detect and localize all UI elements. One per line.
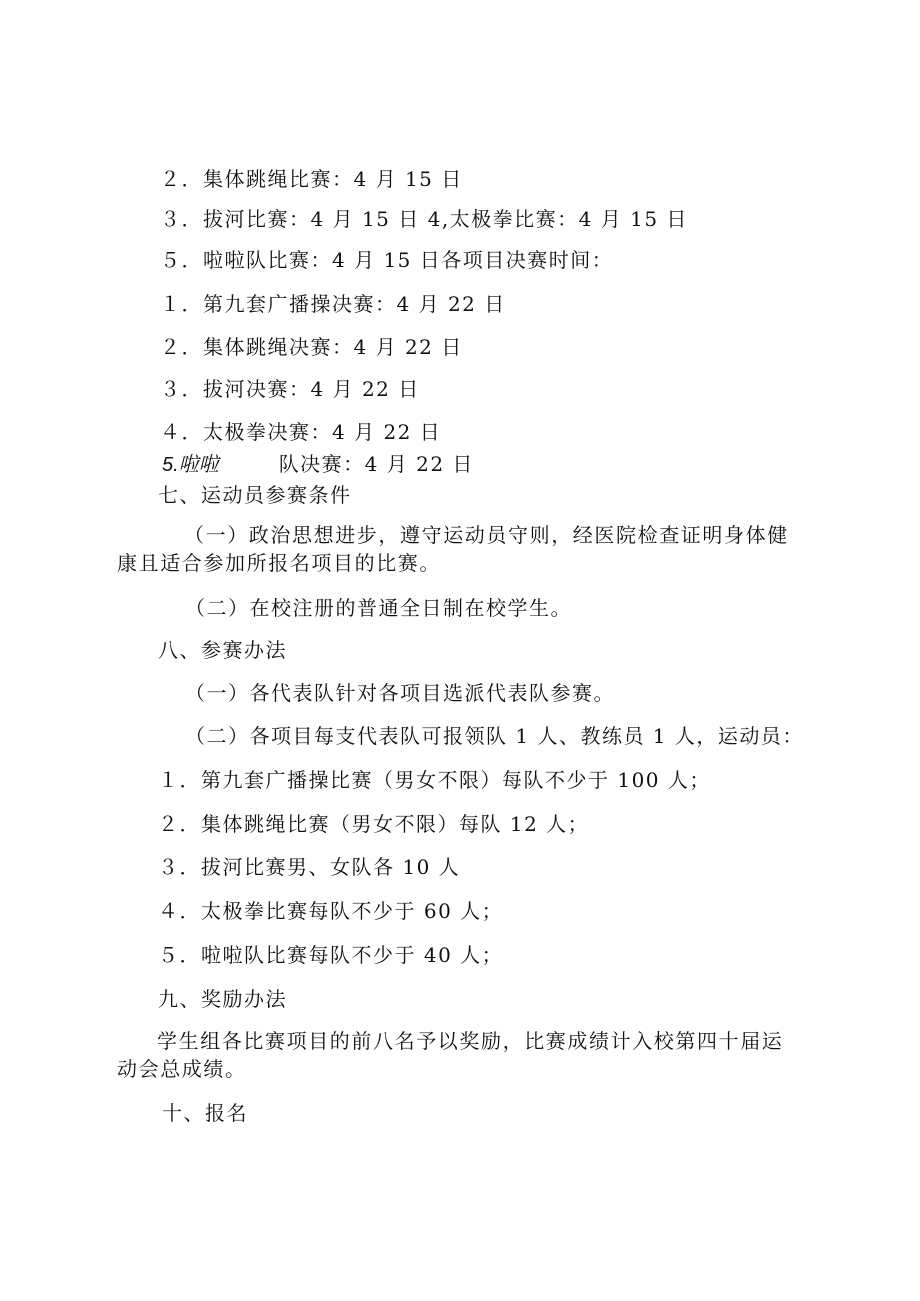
final-schedule-line: ２．集体跳绳决赛：4 月 22 日 xyxy=(160,335,463,359)
requirement-item: １．第九套广播操比赛（男女不限）每队不少于 100 人； xyxy=(158,768,711,792)
schedule-line: ５．啦啦队比赛：4 月 15 日各项目决赛时间： xyxy=(160,248,614,272)
section-paragraph: （二）各项目每支代表队可报领队 1 人、教练员 1 人，运动员： xyxy=(185,724,804,748)
cheer-final-suffix: 队决赛：4 月 22 日 xyxy=(278,452,474,476)
section-heading: 七、运动员参赛条件 xyxy=(158,483,352,507)
schedule-line: ３．拔河比赛：4 月 15 日 4,太极拳比赛：4 月 15 日 xyxy=(160,207,688,231)
cheer-final-prefix: 5.啦啦 xyxy=(162,454,219,476)
schedule-line: ２．集体跳绳比赛：4 月 15 日 xyxy=(160,167,463,191)
section-paragraph: （二）在校注册的普通全日制在校学生。 xyxy=(185,596,572,620)
requirement-item: ５．啦啦队比赛每队不少于 40 人； xyxy=(158,943,504,967)
section-heading: 九、奖励办法 xyxy=(158,987,287,1011)
section-heading: 八、参赛办法 xyxy=(158,638,287,662)
section-paragraph: 学生组各比赛项目的前八名予以奖励，比赛成绩计入校第四十届运动会总成绩。 xyxy=(117,1029,784,1081)
final-schedule-line: ３．拔河决赛：4 月 22 日 xyxy=(160,377,420,401)
section-paragraph: （一）各代表队针对各项目选派代表队参赛。 xyxy=(185,681,615,705)
section-heading: 十、报名 xyxy=(162,1101,248,1125)
section-paragraph: （一）政治思想进步，遵守运动员守则，经医院检查证明身体健康且适合参加所报名项目的比赛。 xyxy=(117,523,789,575)
cheer-final-line xyxy=(162,450,474,479)
requirement-item: ３．拔河比赛男、女队各 10 人 xyxy=(158,855,461,879)
requirement-item: ２．集体跳绳比赛（男女不限）每队 12 人； xyxy=(158,812,590,836)
final-schedule-line: ４．太极拳决赛：4 月 22 日 xyxy=(160,420,442,444)
final-schedule-line: １．第九套广播操决赛：4 月 22 日 xyxy=(160,292,506,316)
requirement-item: ４．太极拳比赛每队不少于 60 人； xyxy=(158,899,504,923)
